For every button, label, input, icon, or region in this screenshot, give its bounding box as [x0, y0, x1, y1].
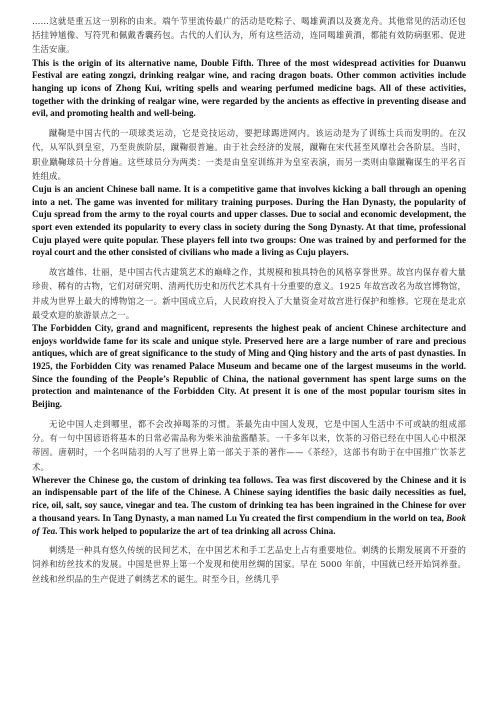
paragraph-forbidden-city: [32, 265, 466, 411]
paragraph-tea: [32, 417, 466, 537]
chinese-text: 刺绣是一种具有悠久传统的民间艺术，在中国艺术和手工艺品史上占有重要地位。刺绣的长期发展离不开蚕的饲养和纺丝技术的发展。中国是世界上第一个发现和使用丝绸的国家。早在 5000 年前，中国就已经开始饲养蚕。丝线和丝织品的生产促进了刺绣艺术的诞生。时至今日，丝绣几乎: [32, 545, 466, 584]
english-text: This is the origin of its alternative name, Double Fifth. Three of the most widespread activities for Duanwu Festival are eating zongzi, drinking realgar wine, and racing dragon boats. Other common activities include hanging up icons of Zhong Kui, writing spells and wearing perfumed medicine bags. All of these activities, together with the drinking of realgar wine, were regarded by the ancients as effective in preventing disease and evil, and promoting health and well-being.: [32, 57, 466, 119]
english-text: The Forbidden City, grand and magnificent, represents the highest peak of ancient Chinese architecture and enjoys worldwide fame for its scale and unique style. Preserved here are a large number of rare and precious antiques, which are of great significance to the study of Ming and Qing history and the arts of past dynasties. In 1925, the Forbidden City was renamed Palace Museum and became one of the largest museums in the world. Since the founding of the People’s Republic of China, the national government has spent large sums on the protection and maintenance of the Forbidden City. At present it is one of the most popular tourism sites in Beijing.: [32, 322, 466, 410]
chinese-text: 蹴鞠是中国古代的一项球类运动，它是竞技运动，要把球踢进网内。该运动是为了训练士兵而发明的。在汉代，从军队到皇室，乃至贵族阶层，蹴鞠很普遍。由于社会经济的发展，蹴鞠在宋代甚至风靡社会各阶层。当时，职业蹴鞠球员十分普遍。这些球员分为两类：一类是由皇室训练并为皇室表演，而另一类则由靠蹴鞠谋生的平名百姓组成。: [32, 128, 466, 181]
book-title: Book of Tea: [32, 512, 466, 536]
english-text-part: . This work helped to popularize the art of tea drinking all across China.: [55, 525, 336, 536]
chinese-text: ……这就是重五这一别称的由来。端午节里流传最广的活动是吃粽子、喝雄黄酒以及赛龙舟。其他常见的活动还包括挂钟馗像、写符咒和佩戴香囊药包。古代的人们认为，所有这些活动，连同喝雄黄酒，都能有效防病驱邪、促进生活安康。: [32, 16, 466, 55]
paragraph-embroidery: [32, 543, 466, 586]
english-text: [32, 474, 466, 538]
document-body: [32, 14, 466, 592]
english-text-part: Wherever the Chinese go, the custom of drinking tea follows. Tea was first discovered by the Chinese and it is an indispensable part of the life of the Chinese. A Chinese saying identifies the basic daily necessities as fuel, rice, oil, salt, soy sauce, vinegar and tea. The custom of drinking tea has been ingrained in the Chinese for over a thousand years. In Tang Dynasty, a man named Lu Yu created the first compendium in the world on tea,: [32, 474, 466, 523]
paragraph-duanwu: [32, 14, 466, 120]
chinese-text: 无论中国人走到哪里，都不会改掉喝茶的习惯。茶最先由中国人发现，它是中国人生活中不可或缺的组成部分。有一句中国谚语将基本的日常必需品称为柴米油盐酱醋茶。一千多年以来，饮茶的习俗已经在中国人心中根深蒂固。唐朝时，一个名叫陆羽的人写了世界上第一部关于茶的著作——《茶经》，这部书有助于在中国推广饮茶艺术。: [32, 418, 466, 472]
english-text: Cuju is an ancient Chinese ball name. It is a competitive game that involves kicking a ball through an opening into a net. The game was invented for military training purposes. During the Han Dynasty, the popularity of Cuju spread from the army to the royal courts and upper classes. Due to social and economic development, the sport even extended its popularity to every class in society during the Song Dynasty. At that time, professional Cuju played were quite popular. These players fell into two groups: One was trained by and performed for the royal court and the other consisted of civilians who made a living as Cuju players.: [32, 183, 466, 258]
chinese-text: 故宫雄伟、壮丽，是中国古代古建筑艺术的巅峰之作，其规模和独具特色的风格享誉世界。故宫内保存着大量珍贵、稀有的古物，它们对研究明、清两代历史和历代艺术具有十分重要的意义。1925 年故宫改名为故宫博物馆，并成为世界上最大的博物馆之一。新中国成立后，人民政府投入了大量资金对故宫进行保护和维修。它现在是北京最受欢迎的旅游景点之一。: [32, 267, 466, 320]
paragraph-cuju: [32, 126, 466, 259]
